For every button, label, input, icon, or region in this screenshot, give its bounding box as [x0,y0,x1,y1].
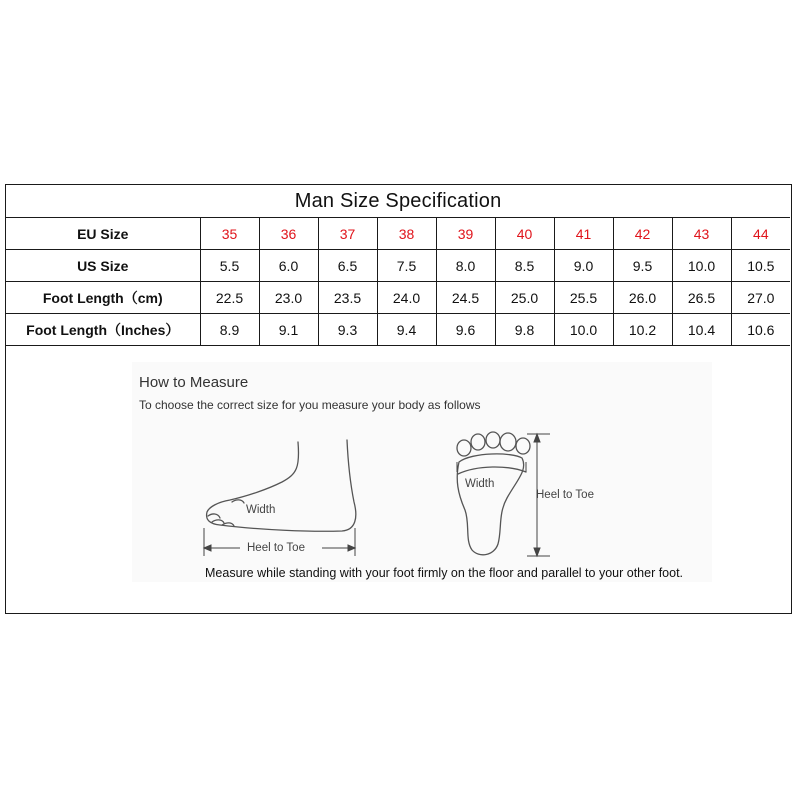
how-to-measure-panel [132,362,712,582]
table-cell: 25.0 [495,282,554,314]
table-cell: 41 [554,218,613,250]
table-cell: 26.0 [613,282,672,314]
side-width-label: Width [246,504,276,516]
table-cell: 38 [377,218,436,250]
table-title: Man Size Specification [6,185,790,218]
table-cell: 23.0 [259,282,318,314]
foot-length-cm-row [6,282,790,314]
table-cell: 6.5 [318,250,377,282]
table-cell: 10.0 [554,314,613,346]
sole-width-label: Width [465,478,495,490]
table-cell: 10.0 [672,250,731,282]
table-cell: 24.5 [436,282,495,314]
side-length-label: Heel to Toe [247,542,305,554]
table-cell: 40 [495,218,554,250]
table-cell: 8.5 [495,250,554,282]
row-label: US Size [6,250,200,282]
table-cell: 25.5 [554,282,613,314]
table-cell: 26.5 [672,282,731,314]
table-cell: 39 [436,218,495,250]
table-cell: 35 [200,218,259,250]
sole-length-label: Heel to Toe [536,489,594,501]
table-cell: 8.9 [200,314,259,346]
foot-length-inches-row [6,314,790,346]
row-label: Foot Length（cm) [6,282,200,314]
table-cell: 9.4 [377,314,436,346]
us-size-row [6,250,790,282]
table-cell: 42 [613,218,672,250]
table-cell: 5.5 [200,250,259,282]
row-label: EU Size [6,218,200,250]
row-label: Foot Length（Inches） [6,314,200,346]
table-cell: 9.5 [613,250,672,282]
measure-note: Measure while standing with your foot firmly on the floor and parallel to your other foot. [205,566,684,580]
table-cell: 6.0 [259,250,318,282]
table-cell: 37 [318,218,377,250]
table-cell: 8.0 [436,250,495,282]
measure-title: How to Measure [139,374,249,391]
foot-side-icon [207,440,356,531]
table-cell: 27.0 [731,282,790,314]
measure-subtitle: To choose the correct size for you measure your body as follows [139,398,481,412]
table-cell: 44 [731,218,790,250]
table-cell: 9.6 [436,314,495,346]
table-cell: 36 [259,218,318,250]
table-cell: 10.5 [731,250,790,282]
table-cell: 23.5 [318,282,377,314]
table-cell: 10.2 [613,314,672,346]
table-cell: 7.5 [377,250,436,282]
table-cell: 9.8 [495,314,554,346]
eu-size-row [6,218,790,250]
measure-illustration [132,362,712,582]
foot-sole-icon [457,432,530,555]
table-cell: 9.3 [318,314,377,346]
table-cell: 24.0 [377,282,436,314]
table-cell: 22.5 [200,282,259,314]
table-cell: 9.1 [259,314,318,346]
size-table [6,185,790,346]
table-cell: 43 [672,218,731,250]
table-cell: 9.0 [554,250,613,282]
table-cell: 10.4 [672,314,731,346]
table-cell: 10.6 [731,314,790,346]
